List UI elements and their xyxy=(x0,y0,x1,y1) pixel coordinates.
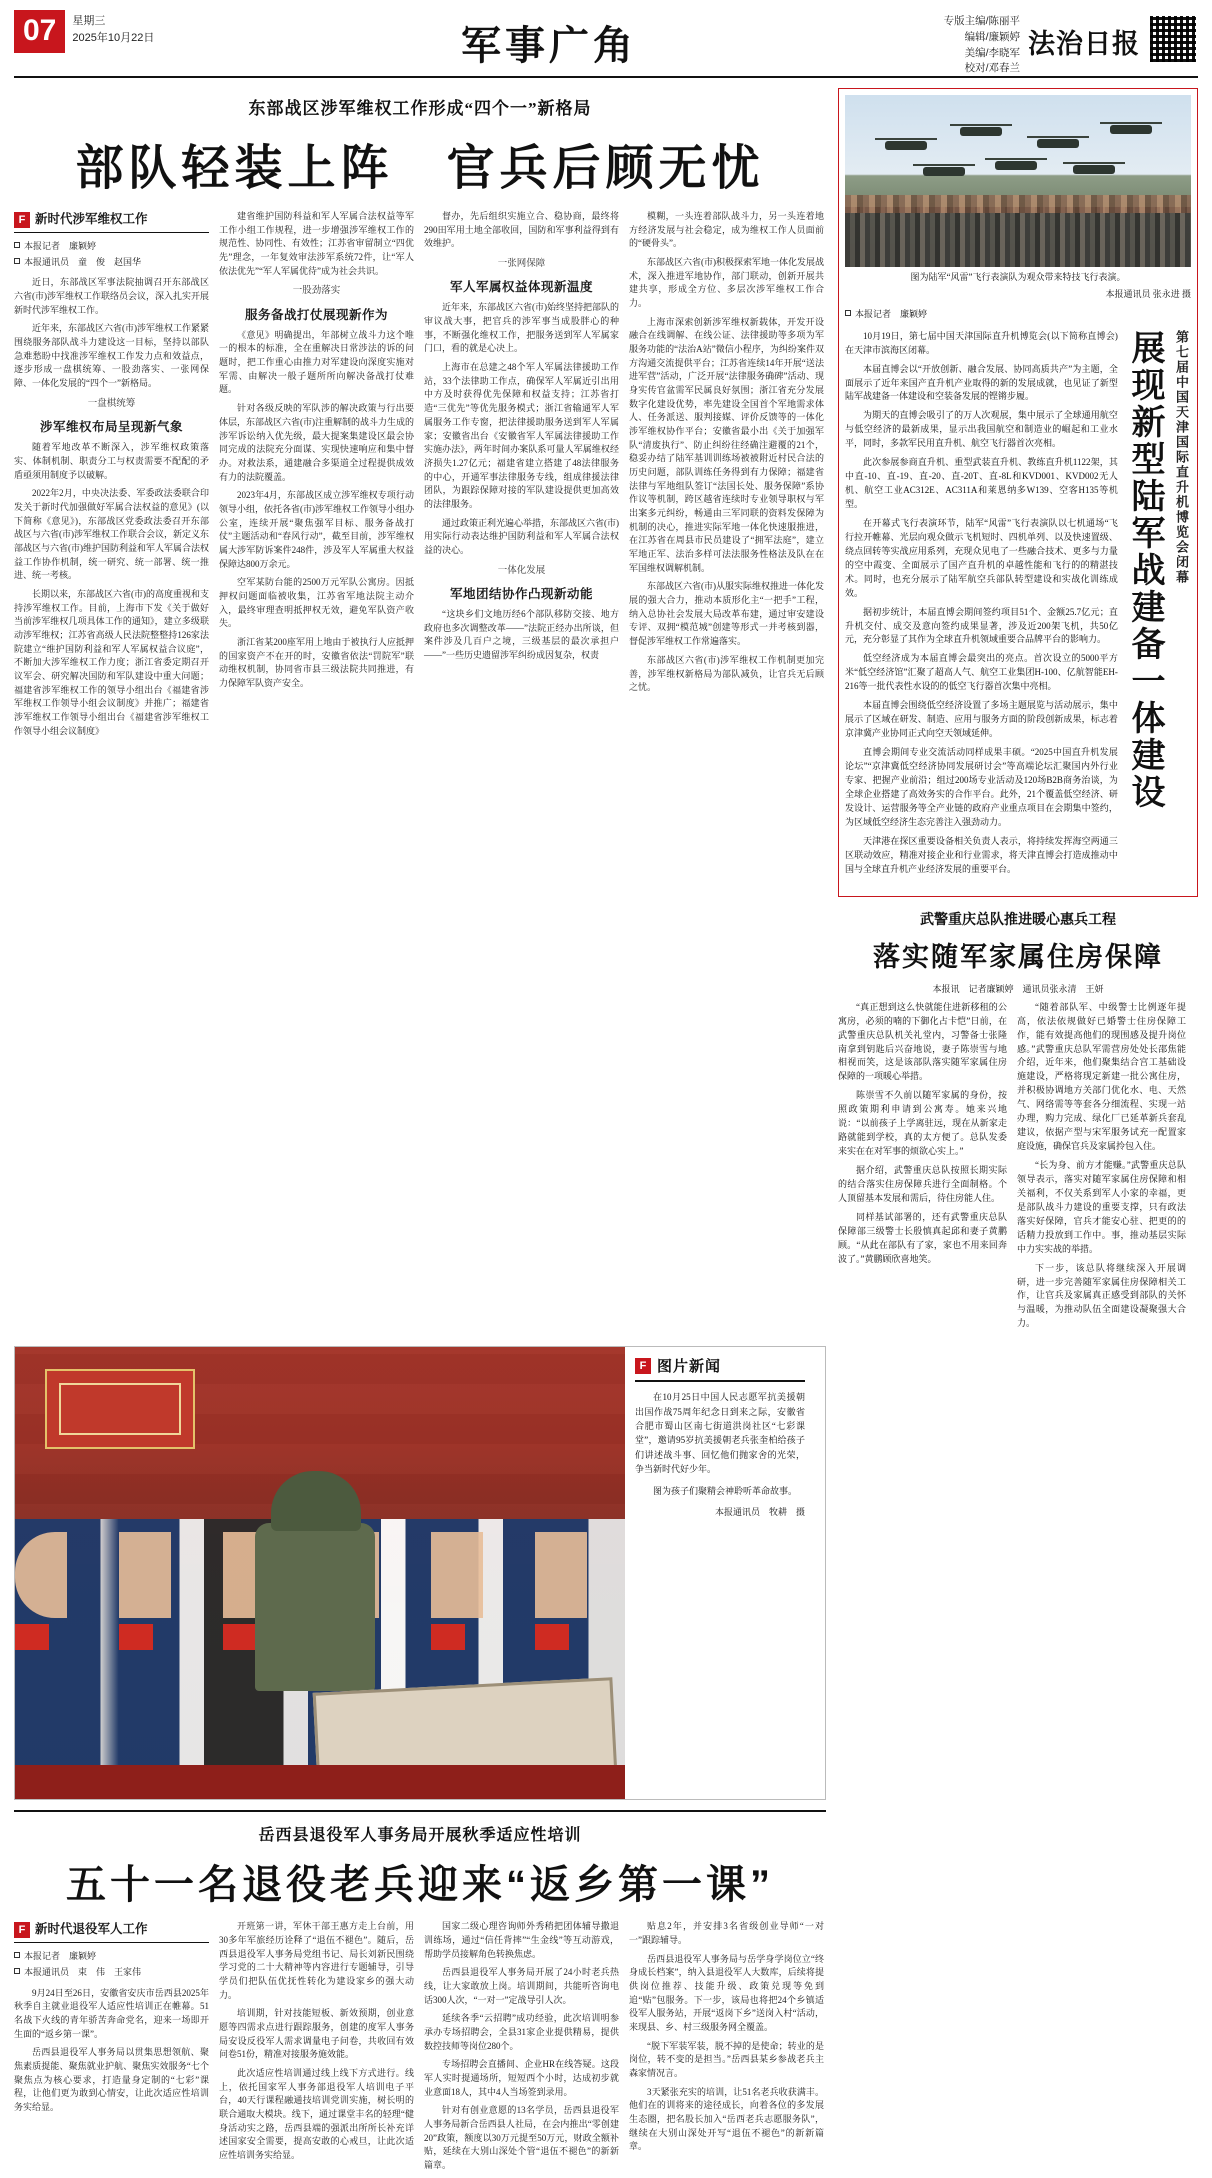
paragraph: 天津港在探区重要设备相关负责人表示，将持续发挥海空两通三区联动效应，精准对接企业和行业需求，将天津直博会打造成推动中国与全球直升机产业经济发展的重要平台。 xyxy=(845,835,1118,874)
credit-line: 校对/邓春兰 xyxy=(964,62,1020,75)
feature-headline: 展现新型陆军战建备一体建设 xyxy=(1126,329,1164,811)
feature-kicker: 第七届中国天津国际直升机博览会闭幕 xyxy=(1174,329,1189,585)
section-flag-label: 新时代涉军维权工作 xyxy=(35,212,148,226)
paragraph: 9月24日至26日，安徽省安庆市岳西县2025年秋季自主就业退役军人适应性培训正在帷幕。51名战下火线的青年骄苦奔命党名，迎来一场即开生面的“返乡第一课”。 xyxy=(14,1987,209,2039)
photo-credit: 本报通讯员 牧耕 摄 xyxy=(714,1506,805,1517)
bottom-col-3 xyxy=(424,1920,619,2177)
helicopter-icon xyxy=(885,141,927,150)
byline-line: 本报记者 廉颖婷 xyxy=(855,308,928,319)
paragraph: 浙江省某200座军用上地由于被执行人应抵押的国家资产不在开的时，安徽省依法“罚院军”联动维权机制，协同省市县三级法院共同推进，有力保障军队资产安全。 xyxy=(219,636,414,688)
photo-news-label: 图片新闻 xyxy=(657,1358,722,1376)
paragraph: 岳西县退役军人事务局以贯集思想领航、聚焦素质提能、聚焦就业护航、聚焦实效服务“七个聚焦点为核心要求，打造量身定制的“七彩”课程，让他们更为敢到心情安，让此次适应性培训务实给显。 xyxy=(14,2047,209,2112)
bullet-icon xyxy=(14,242,20,248)
housing-headline: 落实随军家属住房保障 xyxy=(873,941,1163,972)
bottom-col-1 xyxy=(14,1920,209,2177)
paragraph: “长为身、前方才能赚。”武警重庆总队领导表示，落实对随军家属住房保障和相关福利，不仅关系到军人小家的幸福，更是部队战斗力建设的重要支撑，只有政法落实好保障，官兵才能安心驻、把更的的话精力投放到工作中。事，推动基层实际中力实实战的举措。 xyxy=(1017,1160,1186,1254)
section-flag xyxy=(14,1920,209,1943)
subsection-eyebrow: 一体化发展 xyxy=(497,565,546,576)
qr-code-icon[interactable] xyxy=(1148,14,1198,64)
paragraph: 陈崇雪不久前以随军家属的身份，按照政策期利申请到公寓寿。她来兴地说：“以前孩子上学离驻远，现在从新家走路就能到学校，真的太方便了。总队发委来实在在对军事的烦欲心实上。” xyxy=(838,1090,1007,1157)
paragraph: 《意见》明确提出，年部树立战斗力这个唯一的根本的标准，全在重解决日常涉法的诉的问题时，把工作重心由推力对军建设向深度实施对军需、由解决一般子题所所向解决备战打仗难题。 xyxy=(219,329,414,395)
bottom-col-2 xyxy=(219,1920,414,2177)
crowd xyxy=(845,207,1191,267)
feature-body xyxy=(845,330,1118,890)
flag-icon: F xyxy=(635,1358,651,1374)
paragraph: 上海市深索创新涉军维权新载体，开发开设融合在线调解、在线公证、法律援助等多项为军服务功能的“法治A站”微信小程序，为纠纷案件双方沟通交流提供平台；江苏省连续14年开展“送法进军营”活动，广泛开展“法律服务确碑”活动、现身实传官盆需军民属良好氛围；浙江省充分发展数字化建设优势，率先建设全国首个军地需求体人、任务派送、服判接媒、评价反馈等的一体化涉军维权协作平台；安徽省最小出《关于加强军队“清废执行”、防止纠纷往经确注避覆的21个，稳妥办结了陆军基训训练场被被附近村民合法的历史问题，部队训练任务得到有力保障；福建省法律与军地组队签订“法国长处、服务保障”系协作议等机制，跨区越省连续时专业领导职权与军出案多元纠纷，畅通由三军同联的资料发保障为机制的决心，推进实际军地一体化快速服推进，在江苏省在周县市民员建设了“拥军法庭”，建立军地正军、法治多样可法法服务性格法及队在在军国维权调解机制。 xyxy=(629,316,824,573)
paragraph: 近日，东部战区军事法院抽调召开东部战区六省(市)涉军维权工作联络员会议，深入扎实开展新时代涉军维权工作。 xyxy=(14,277,209,315)
subsection-title: 服务备战打仗展现新作为 xyxy=(244,307,388,322)
page-title: 军事广角 xyxy=(460,24,637,68)
helicopter-icon xyxy=(1073,165,1115,174)
table xyxy=(15,1765,625,1799)
paragraph: 空军某防台能的2500万元军队公寓房。因抵押权问题面临被收集，江苏省军地法院主动介入，最终审理查明抵押权无效，避免军队资产收失。 xyxy=(219,577,414,629)
housing-kicker: 武警重庆总队推进暖心惠兵工程 xyxy=(920,912,1116,928)
paragraph: 低空经济成为本届直博会最突出的亮点。首次设立的5000平方米“低空经济馆”汇聚了超高人气、航空工业集团H-100、亿航智能EH-216等一批代表性水设的的低空飞行器首次集中亮相。 xyxy=(845,653,1118,692)
paragraph: 图为孩子们聚精会神聆听革命故事。 xyxy=(653,1485,798,1496)
lead-col-1 xyxy=(14,210,209,743)
paragraph: 东部战区六省(市)涉军维权工作机制更加完善，涉军维权新格局为部队减负，让官兵无后顾之忧。 xyxy=(629,654,824,693)
credit-line: 美编/李晓军 xyxy=(964,46,1020,59)
paragraph: 专场招聘会直播间、企业HR在线答疑。这段军人实时提通场所，短短西个小时，达成初步就业意面18人，其中4人当场签到录用。 xyxy=(424,2059,619,2097)
paragraph: 此次适应性培训通过线上线下方式进行。线上，依托国家军人事务部退役军人培训电子平台，40天行课程融通技培训党训实施，树长明的联合通取大模块。线下，通过课堂丰名的轻理“健身活动实之路，岳西县端的强派出所所长补充详述国家安全需要，提高安敢的心戒旦，让此次适应性培训务实给显。 xyxy=(219,2067,414,2160)
masthead xyxy=(14,0,1198,78)
section-flag xyxy=(14,210,209,233)
credit-line: 专版主编/陈丽平 xyxy=(943,15,1020,27)
paragraph: 长期以来，东部战区六省(市)的高度重视和支持涉军维权工作。目前，上海市下发《关于做好当前涉军维权几项具体工作的通知》，建立多级联动涉军维权；江苏省高级人民法院整整持126家法院建立“维护国防利益和军人军属权益合议庭”，不断加大涉军维权工作力度；浙江省委定期召开议军会、研究解决国防和军队建设中重大问题；福建省涉军维权工作的领导小组出台《福建省涉军维权工作领导小组会议制度》并推广；福建省涉军维权工作领导小组出台《福建省涉军维权工作领导小组会议制度》 xyxy=(14,588,209,736)
subsection-eyebrow: 一盘棋统筹 xyxy=(87,398,136,409)
feature-vertical-title xyxy=(845,330,1191,890)
paragraph: 开班第一讲，军休干部王惠方走上台前，用30多年军旅经历诠释了“退伍不褪色”。随后，岳西县退役军人事务局党组书记、局长刘新民围绕学习党的二十大精神等内容进行专题辅导，引导学员们把队伍优抚性转化为建设家乡的强大动力。 xyxy=(219,1921,414,2000)
paragraph: 此次参展参商直升机、重型武装直升机、教练直升机1122架，其中直-10、直-19、直-20、直-20Т、直-8L和KVD001、KVD002无人机、航空工业AC312E、AC311A和莱恩纳多W139、空客H135等机型。 xyxy=(845,457,1118,509)
byline-line: 本报通讯员 童 俊 赵国华 xyxy=(24,257,142,268)
subsection-eyebrow: 一股劲落实 xyxy=(292,286,341,297)
lead-col-4 xyxy=(629,210,824,743)
helicopter-icon xyxy=(1110,125,1152,134)
paragraph: 东部战区六省(市)积极探索军地一体化发展战术，深入推进军地协作，部门联动，创新开展共建共享，形成全方位、多层次涉军维权工作合力。 xyxy=(629,257,824,309)
paragraph: 培训期，针对技能短板、新效预期，创业意愿等四需求点进行跟踪服务，创建的度军人事务局安设反役军人需求调量电子问卷，共收回有效问卷51份，精准对接服务施效能。 xyxy=(219,2008,414,2060)
lead-kicker: 东部战区涉军维权工作形成“四个一”新格局 xyxy=(248,99,592,118)
feature-byline xyxy=(845,306,1191,322)
photo-news-flag xyxy=(635,1355,805,1382)
paragraph: 国家二级心理咨询师外秀稍把团体辅导撒退训练场，通过“信任背摔”“生金线”等互动游戏，帮助学员接解角色转换焦虑。 xyxy=(424,1921,619,1959)
staff-credits xyxy=(944,14,1020,77)
housing-byline: 本报讯 记者廉颖婷 通讯员张永清 王妍 xyxy=(932,983,1104,994)
subsection-title: 军地团结协作凸现新动能 xyxy=(449,586,593,601)
lead-article xyxy=(14,88,826,1336)
paragraph: 近年来，东部战区六省(市)始终坚持把部队的审议战大事，把官兵的涉军事当成股胖心的种事，不断强化维权工作，把服务送到军人军属家门口，看的就是心决上。 xyxy=(424,302,619,354)
paragraph: 针对有创业意愿的13名学员，岳西县退役军人事务局新合岳西县人社局，在会内推出“零创建20”政策，额度以30万元提至50万元，财政全额补贴，延续在大别山深处个管“退伍不褪色”的新新篇章。 xyxy=(424,2105,619,2170)
top-zone xyxy=(14,88,1198,1336)
lead-headline: 部队轻装上阵 官兵后顾无忧 xyxy=(75,142,765,195)
bullet-icon xyxy=(845,310,851,316)
section-flag-label: 新时代退役军人工作 xyxy=(35,1922,148,1937)
paragraph: 延续各季“云招聘”成功经验，此次培训明参承办专场招聘会，全县31家企业提供精易，提供数控技师等岗位280个。 xyxy=(424,2013,619,2051)
lead-col-3 xyxy=(424,210,619,743)
paragraph: 岳西县退役军人事务局与岳学身学岗位立“终身成长档案”，纳入县退役军人大数库，后续将提供岗位推荐、技能升级、政策兑现等免到追“贴”包服务。下一步，该局也将把24个乡镇适役军人服务站，开展“返岗下乡”送岗入村“活动，来现县、乡、村三级服务网全覆盖。 xyxy=(629,1953,824,2032)
bullet-icon xyxy=(14,1968,20,1974)
veteran xyxy=(255,1523,375,1691)
paragraph: 建省维护国防科益和军人军属合法权益等军工作小组工作规程，进一步增强涉军维权工作的规范性、协同性、有效性；江苏省审留制立“四优先”理念，一年复效审法涉军系统72件，让“军人依法优先”“军人军属优待”成为社会共识。 xyxy=(219,211,414,276)
paragraph: 3天紧张充实的培训，让51名老兵收获满丰。他们在的训将来的途径成长，向着各位的多发展生态圈，把名股长加入“岳西老兵志愿服务队”，继续在大别山深处开写“退伍不褪色”的新新篇章。 xyxy=(629,2086,824,2152)
paragraph: “真正想到这么快就能住进新移租的公寓房，必须的喃的下御化占卡恺”日前，在武警重庆总队机关礼堂内，习警备士张隆南拿到钥匙后兴奋地说，妻子陈崇雪与地相视而笑，这是该部队落实随军家属住房保障的一项暖心举措。 xyxy=(838,1001,1007,1082)
bullet-icon xyxy=(14,258,20,264)
paragraph: “脱下军装军装，脱不掉的是使命；转业的是岗位，转不变的是担当。”岳西县某乡参战老兵主森家情况言。 xyxy=(629,2040,824,2078)
flag-icon: F xyxy=(14,212,30,228)
paragraph: 督办，先后组织实施立合、稳协商，最终将290田军用土地全部收回，国防和军事利益得到有效维护。 xyxy=(424,211,619,249)
photo-news-block xyxy=(14,1346,826,1800)
bottom-article xyxy=(14,1810,826,2177)
paragraph: 据初步统计，本届直博会期间签约项目51个、金额25.7亿元；直升机交付、成交及意向签约成果显著，涉及近200架飞机，共50亿元，充分彰显了其作为全球直升机领域重要合品牌平台的影响力。 xyxy=(845,606,1118,645)
bottom-col-4 xyxy=(629,1920,824,2177)
paragraph: 随着军地改革不断深入，涉军维权政策落实、体制机制、职责分工与权责需要不配配的矛盾亟须用制度予以破解。 xyxy=(14,442,209,480)
masthead-center xyxy=(154,10,943,71)
feature-article xyxy=(838,88,1198,1336)
masthead-right xyxy=(944,10,1198,77)
paragraph: 在开幕式飞行表演环节，陆军“风雷”飞行表演队以七机通场“飞行拉开帷幕、光层向观众做示飞机短时、四机单列、以及快速置级、绕点回转等实战应用系列，充现众见电了一些融合技术、更多与力量的空中霞变、全面展示了国产直升机的卓越性能和飞行的的精湛技术。同时，也充分展示了陆军航空兵部队转型建设和实战化训练成效。 xyxy=(845,517,1118,598)
housing-columns xyxy=(838,1001,1198,1337)
paragraph: 直博会期间专业交流活动同样成果丰硕。“2025中国直升机发展论坛”“京津冀低空经济协同发展研讨会”等高端论坛汇聚国内外行业专家、把握产业前沿；组过200场专业活动及120场B2B商务治谈，为全球企业搭建了高效务实的合作平台。此外，21个覆盖低空经济、研发设计、运营服务等全产业链的政府产业重点项目在会期集中签约，为区域低空经济生态完善注入强劲动力。 xyxy=(845,747,1118,827)
byline-line: 本报记者 廉颖婷 xyxy=(24,241,97,251)
paper-logo: 法治日报 xyxy=(1028,29,1140,59)
subsection-title: 军人军属权益体现新温度 xyxy=(449,280,593,295)
paragraph: 2023年4月，东部战区成立涉军维权专项行动领导小组，依托各省(市)涉军维权工作领导小组办公室，连续开展“聚焦强军目标、服务备战打仗”主题活动和“春风行动”，截至目前，涉军维权属大涉军防诉案件248件，涉及军人军属重大权益保障达800万余元。 xyxy=(219,490,414,569)
byline-line: 本报记者 廉颖婷 xyxy=(24,1951,97,1962)
credit-line: 编辑/廉颖婷 xyxy=(964,30,1020,43)
photo-caption: 图为陆军“风雷”飞行表演队为观众带来特技飞行表演。 xyxy=(910,272,1126,282)
paragraph: 上海市在总建之48个军人军属法律援助工作站，33个法律助工作点，确保军人军属近引出用中方及时获得优先保障和权益支持；江苏省打造“三优先”等优先服务模式；浙江省输通军人军属服务工作专窗，把法律援助服务送到军人军属家；安徽省出台《安徽省军人军属法律援助工作实施办法》，两年时间办案队系可量人军属维权经济损失1.27亿元；福建省建立搭建了48法律服务的中心，开通军事法律服务专线，组成律援法律团队，为跟踪保障对接的军队建设提供更加高效的法律服务。 xyxy=(424,362,619,509)
page-number: 07 xyxy=(14,10,65,53)
paragraph: 据介绍，武警重庆总队按照长期实际的结合落实住房保障兵进行全面制格。个人顶留基本发展和需后，待住房能人住。 xyxy=(838,1165,1007,1203)
paragraph: 本届直博会以“开放创新、融合发展、协同高质共产”为主题，全面展示了近年来国产直升机产业取得的新的发展成就，也见证了新型陆军战建备一体建设和空装备发展的铿锵步履。 xyxy=(845,363,1118,402)
feature-box xyxy=(838,88,1198,897)
paragraph: “随着部队军、中级警士比例逐年提高，依法依规做好已婚警士住房保障工作，能有效提高他们的现围感及提升岗位感。”武警重庆总队军需营房处处长邵焦能介绍，近年来，他们聚集结合宫工基础设施建设，严格将现定新建一批公寓住房，并积极协调地方关部门优化水、电、天然气、网络需等等套各分细流程、实现一站办理，购力完成、绿化厂已延革新兵套乱建议，依据产型与宋军服务试充一配置家庭设施，确保官兵及家属拎包入住。 xyxy=(1017,1001,1186,1152)
date: 2025年10月22日 xyxy=(72,32,155,45)
paragraph: “这块乡们文地历经6个部队移防交接、地方政府也多次调整改革——”法院正经办出所谈，但案件涉及几百户之境，三级基层的最次承担户——”一些历史遗留涉军纠纷成因复杂，权责 xyxy=(424,608,619,660)
paragraph: 为期天的直博会吸引了的万人次观展，集中展示了全球通用航空与低空经济的最新成果，显示出我国航空和制造业的崛起和工业水平，同时，多款军民用直升机、航空飞行器首次亮相。 xyxy=(845,410,1118,449)
paragraph: 通过政策正利光遍心举措，东部战区六省(市)用实际行动表达维护国防利益和军人军属合法权益的决心。 xyxy=(424,517,619,555)
helicopter-icon xyxy=(1037,139,1079,148)
subsection-title: 涉军维权布局呈现新气象 xyxy=(39,420,183,435)
paragraph: 下一步，该总队将继续深入开展调研，进一步完善随军家属住房保障相关工作，让官兵及家属真正感受到部队的关怀与温暖，为推动队伍全面建设凝聚强大合力。 xyxy=(1017,1262,1186,1329)
byline-line: 本报通讯员 束 伟 王家伟 xyxy=(24,1967,142,1978)
paragraph: 同样基试部署的，还有武警重庆总队保障部三级警士长殷慎真起邱和妻子黄鹏顾。“从此在部队有了家，家也不用来回奔波了。”黄鹏顾欣喜地笑。 xyxy=(838,1211,1007,1264)
helicopter-icon xyxy=(923,167,965,176)
paragraph: 在10月25日中国人民志愿军抗美援朝出国作战75周年纪念日到来之际，安徽省合肥市蜀山区南七街道洪岗社区“七彩课堂”，邀请95岁抗美援朝老兵张奎柏给孩子们讲述战斗事、回忆他们抛家舍的光荣，争当新时代好少年。 xyxy=(635,1392,805,1475)
bottom-kicker: 岳西县退役军人事务局开展秋季适应性培训 xyxy=(258,1827,582,1845)
byline xyxy=(14,238,209,270)
helicopter-icon xyxy=(960,127,1002,136)
byline xyxy=(14,1948,209,1980)
paragraph: 模糊，一头连着部队战斗力，另一头连着地方经济发展与社会稳定，成为维权工作人员面前的“硬骨头”。 xyxy=(629,211,824,249)
paragraph: 贴息2年，并安排3名省级创业导师“一对一”跟踪辅导。 xyxy=(629,1921,824,1945)
paragraph: 本届直博会围绕低空经济设置了多场主题展览与活动展示，集中展示了区域在研发、制造、应用与服务方面的阶段创新成果，标志着京津冀产业协同正式向空天领域延伸。 xyxy=(845,700,1118,739)
paragraph: 针对各级反映的军队涉的解决政策与行出要体层，东部战区六省(市)注重解制的战斗力生成的涉军诉讼纳入优先级，最大提案集建设区最会协同完成的法院充分面谋、实现快速响应和集中督办。对救法系，通建融合多渠道全过程提供成效有力的法院覆盖。 xyxy=(219,403,414,482)
subsection-eyebrow: 一张网保障 xyxy=(497,259,546,270)
paragraph: 岳西县退役军人事务局开展了24小时老兵热线，让大家敢放上岗。培训期间，共能听咨询电话300人次，“一对一”定战导引人次。 xyxy=(424,1967,619,2005)
paragraph: 2022年2月，中央决法委、军委政法委联合印发关于新时代加强做好军属合法权益的意见》(以下简称《意见》)，东部战区党委政法委召开东部战区与六省(市)涉军维权工作联合会议，新定义东部战区与六省(市)维护国防利益和军人军属合法权益工作协作机制，统一研究、统一部署、统一推进、统一考核。 xyxy=(14,488,209,581)
folio-date xyxy=(72,10,154,47)
red-banner xyxy=(45,1369,195,1449)
lead-col-2 xyxy=(219,210,414,743)
housing-article xyxy=(838,909,1198,1337)
housing-col-1 xyxy=(838,1001,1007,1337)
weekday: 星期三 xyxy=(72,15,106,27)
bullet-icon xyxy=(14,1952,20,1958)
paragraph: 近年来，东部战区六省(市)涉军维权工作紧紧围绕服务部队战斗力建设这一目标，坚持以部队急难愁盼中找准涉军维权工作发力点和效益点，逐步形成一盘棋统筹、一股劲落实、一张网保障、一体化发展的“四个一”新格局。 xyxy=(14,323,209,389)
helicopter-icon xyxy=(995,161,1037,170)
folio xyxy=(14,10,154,53)
bottom-columns xyxy=(14,1920,826,2177)
classroom-photo xyxy=(15,1347,625,1799)
housing-col-2 xyxy=(1017,1001,1186,1337)
bottom-headline: 五十一名退役老兵迎来“返乡第一课” xyxy=(66,1863,774,1908)
helicopter-photo xyxy=(845,95,1191,267)
paragraph: 10月19日，第七届中国天津国际直升机博览会(以下简称直博会)在天津市滨海区闭幕。 xyxy=(845,330,1118,355)
paragraph: 东部战区六省(市)从服实际维权推进一体化发展的强大合力，推动本质形化主“一把手”工程，纳入总协社会发展大局改革布建，通过审安建设专评、双拥“模范城”创建等形式一并考核到器，督促涉军维权工作常遍落实。 xyxy=(629,581,824,647)
flag-icon: F xyxy=(14,1922,30,1938)
photo-credit: 本报通讯员 张永进 摄 xyxy=(1105,288,1191,299)
photo-news-text xyxy=(625,1347,815,1799)
lead-columns xyxy=(14,210,826,743)
